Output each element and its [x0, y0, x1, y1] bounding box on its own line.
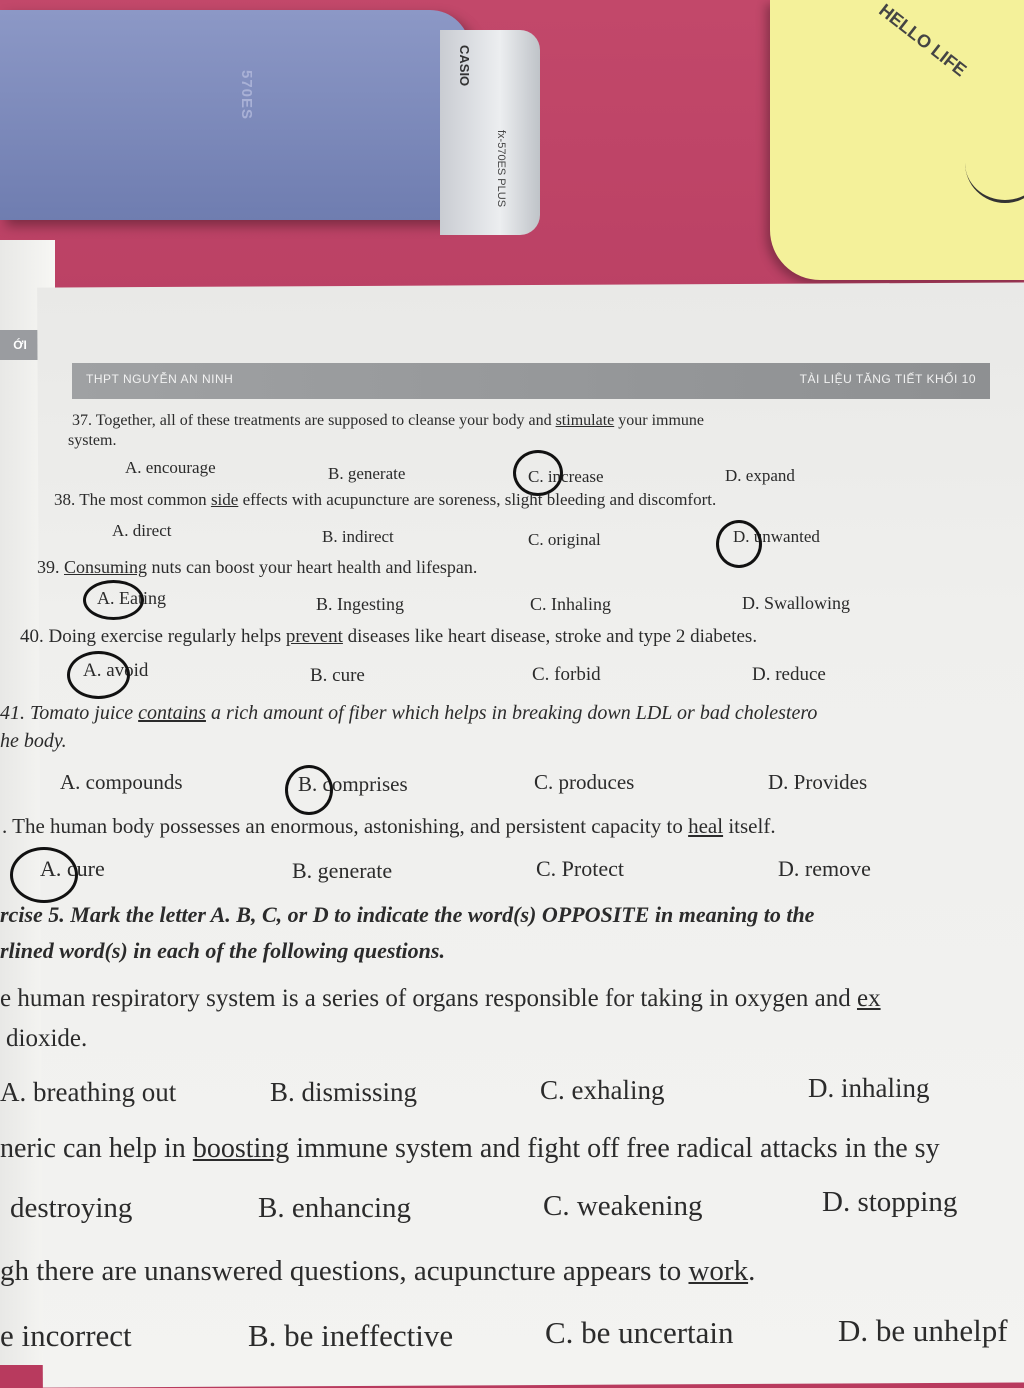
q45-option-b: B. be ineffective — [248, 1318, 454, 1353]
question-37-line2: system. — [68, 432, 117, 449]
question-41-line2: he body. — [0, 730, 67, 752]
calculator-emblem: 570ES — [238, 70, 255, 121]
q37-option-d: D. expand — [725, 466, 795, 485]
q41-option-b: B. comprises — [298, 772, 408, 796]
question-42: . The human body possesses an enormous, astonishing, and persistent capacity to heal itself. — [2, 814, 776, 838]
yellow-case — [770, 0, 1024, 280]
answer-circle — [285, 765, 333, 815]
worksheet-header — [72, 363, 990, 399]
q41-option-c: C. produces — [534, 770, 635, 794]
document-note: TÀI LIỆU TĂNG TIẾT KHỐI 10 — [799, 372, 976, 386]
q44-option-d: D. stopping — [822, 1186, 958, 1218]
question-40: 40. Doing exercise regularly helps prevent diseases like heart disease, stroke and type 2 diabetes. — [20, 626, 758, 647]
question-38: 38. The most common side effects with acupuncture are soreness, slight bleeding and discomfort. — [54, 490, 717, 509]
question-37: 37. Together, all of these treatments are supposed to cleanse your body and stimulate your immune — [72, 412, 704, 429]
calculator-body — [0, 10, 470, 220]
book-tag: ỚI — [0, 330, 40, 360]
exercise-5-title-line2: rlined word(s) in each of the following questions. — [0, 938, 445, 963]
q44-option-c: C. weakening — [543, 1190, 703, 1222]
question-41: 41. Tomato juice contains a rich amount of fiber which helps in breaking down LDL or bad cholestero — [0, 702, 818, 724]
q43-option-c: C. exhaling — [540, 1075, 665, 1105]
school-name: THPT NGUYỄN AN NINH — [86, 372, 234, 386]
q41-option-a: A. compounds — [60, 770, 183, 794]
answer-circle — [83, 580, 144, 620]
q43-option-b: B. dismissing — [270, 1077, 418, 1107]
question-44: neric can help in boosting immune system and fight off free radical attacks in the sy — [0, 1133, 940, 1164]
q38-option-c: C. original — [528, 530, 601, 549]
q43-option-a: A. breathing out — [0, 1077, 177, 1107]
answer-circle — [10, 847, 78, 903]
q40-option-d: D. reduce — [752, 664, 826, 685]
question-39: 39. Consuming nuts can boost your heart health and lifespan. — [37, 557, 478, 577]
q43-option-d: D. inhaling — [808, 1073, 930, 1103]
q39-option-d: D. Swallowing — [742, 593, 850, 613]
q39-option-c: C. Inhaling — [530, 594, 611, 614]
answer-circle — [67, 651, 130, 699]
q44-option-b: B. enhancing — [258, 1192, 412, 1224]
q38-option-d: D. unwanted — [733, 527, 820, 546]
q42-option-b: B. generate — [292, 858, 393, 883]
q39-option-a: A. Eating — [97, 588, 166, 608]
question-43: e human respiratory system is a series of organs responsible for taking in oxygen and ex — [0, 985, 881, 1012]
q41-option-d: D. Provides — [768, 770, 868, 794]
q42-option-d: D. remove — [778, 856, 871, 881]
question-45: gh there are unanswered questions, acupuncture appears to work. — [0, 1255, 756, 1287]
calculator-brand: CASIO — [457, 45, 472, 87]
q45-option-c: C. be uncertain — [545, 1315, 734, 1350]
exercise-5-title: rcise 5. Mark the letter A. B, C, or D to indicate the word(s) OPPOSITE in meaning to the — [0, 902, 815, 927]
smiley-icon — [965, 140, 1024, 203]
q38-option-b: B. indirect — [322, 527, 394, 546]
q39-option-b: B. Ingesting — [316, 594, 404, 614]
q44-option-a: destroying — [10, 1192, 133, 1224]
calculator-edge — [440, 30, 540, 235]
q37-option-b: B. generate — [328, 464, 406, 483]
q37-option-c: C. increase — [528, 467, 604, 486]
q40-option-a: A. avoid — [83, 660, 149, 681]
calculator-model: fx-570ES PLUS — [495, 130, 507, 208]
answer-circle — [716, 520, 762, 568]
calculator — [0, 0, 545, 245]
q42-option-a: A. cure — [40, 856, 105, 881]
case-text: HELLO LIFE — [875, 0, 971, 81]
question-43-line2: dioxide. — [6, 1025, 88, 1052]
q45-option-d: D. be unhelpf — [838, 1313, 1008, 1348]
q37-option-a: A. encourage — [125, 458, 216, 477]
q42-option-c: C. Protect — [536, 856, 624, 881]
q40-option-b: B. cure — [310, 665, 365, 686]
q45-option-a: e incorrect — [0, 1318, 132, 1353]
q38-option-a: A. direct — [112, 521, 172, 540]
q40-option-c: C. forbid — [532, 664, 601, 685]
